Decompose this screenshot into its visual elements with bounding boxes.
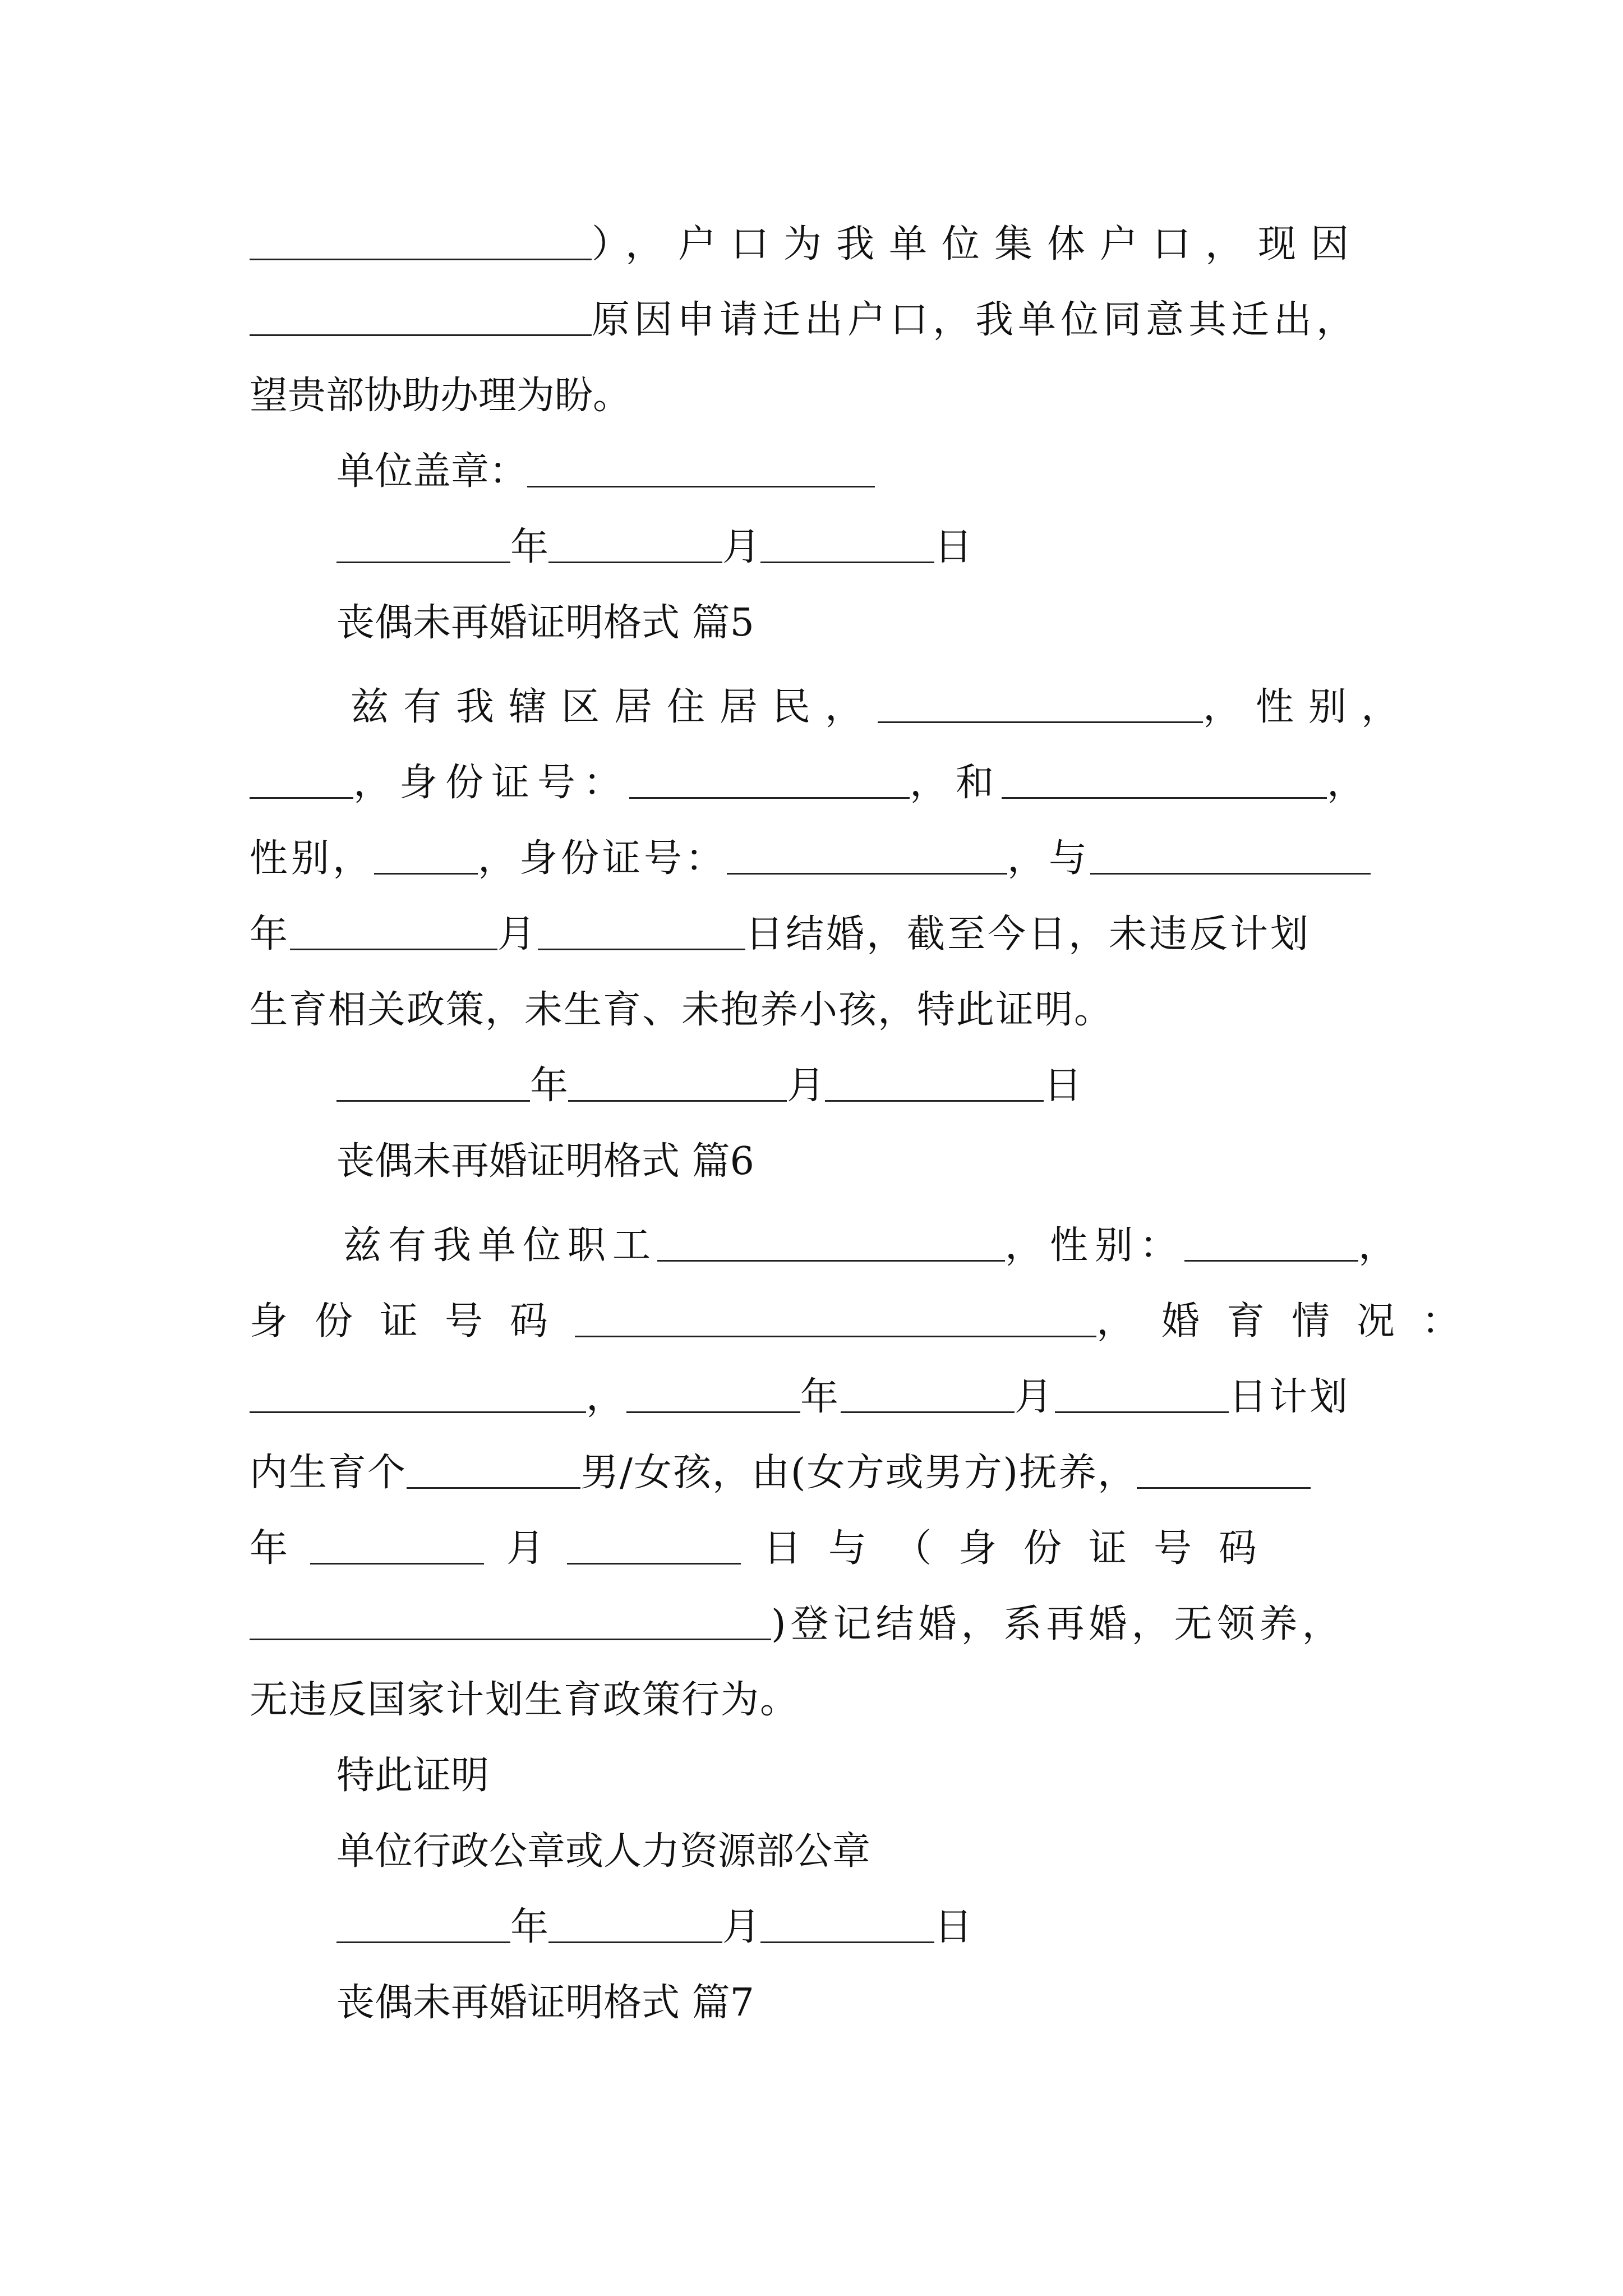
s6-line-2	[250, 1288, 1487, 1355]
s5-heading	[336, 590, 754, 657]
day-blank	[760, 528, 934, 563]
s5-line-3-c: ，与	[1007, 836, 1091, 881]
s6-line-5-a: 年	[250, 1526, 288, 1571]
s5-line-4-c: 日结婚，截至今日，未违反计划	[745, 912, 1311, 956]
gender-blank	[1184, 1226, 1358, 1262]
day-blank	[760, 1908, 934, 1943]
s4-date-line	[336, 514, 972, 581]
year-blank	[336, 1066, 530, 1102]
seal-label: 单位盖章：	[336, 449, 528, 494]
remarry-month-blank	[310, 1529, 484, 1565]
s6-line-1-a: 兹有我单位职工	[343, 1223, 658, 1268]
gender-blank-2	[374, 839, 478, 875]
s5-line-4	[250, 901, 1311, 968]
child-count-blank	[407, 1453, 580, 1489]
birth-day-blank	[1055, 1378, 1229, 1413]
section-heading-6: 丧偶未再婚证明格式 篇6	[336, 1139, 754, 1184]
s5-line-5	[250, 977, 1113, 1044]
day-blank	[825, 1066, 1044, 1102]
day-label: 日	[1044, 1064, 1082, 1108]
s6-line-3	[250, 1364, 1350, 1431]
employee-name-blank	[657, 1226, 1005, 1262]
year-blank	[336, 528, 510, 563]
year-blank	[336, 1908, 510, 1943]
s5-line-5-text: 生育相关政策，未生育、未抱养小孩，特此证明。	[250, 988, 1114, 1032]
s4-line-1-text: ），户口为我单位集体户口，现因	[592, 222, 1364, 266]
year-label: 年	[510, 525, 549, 569]
s6-line-1	[343, 1212, 1403, 1280]
s6-seal-line	[336, 1818, 870, 1885]
s6-line-5	[250, 1515, 1284, 1582]
month-blank	[568, 1066, 787, 1102]
year-label: 年	[530, 1064, 569, 1108]
s5-line-4-b: 月	[497, 912, 538, 956]
certify-text: 特此证明	[336, 1754, 490, 1798]
s5-line-1-a: 兹有我辖区居住居民，	[351, 685, 878, 729]
seal-blank	[527, 452, 875, 487]
marry-day-blank	[538, 915, 745, 950]
s5-line-2-b: ，和	[910, 761, 1002, 805]
s6-date-line	[336, 1894, 972, 1961]
marital-status-blank	[250, 1378, 586, 1413]
s5-line-2-c: ，	[1327, 761, 1373, 805]
s4-seal-line	[336, 438, 875, 505]
s5-date-line	[336, 1052, 1082, 1120]
year-label: 年	[510, 1905, 549, 1949]
s6-heading	[336, 1128, 754, 1195]
reason-blank-2	[250, 301, 592, 336]
month-blank	[548, 528, 722, 563]
s6-line-1-b: ，性别：	[1005, 1223, 1185, 1268]
s6-line-4	[250, 1439, 1311, 1507]
birth-year-blank	[626, 1378, 800, 1413]
section-heading-7: 丧偶未再婚证明格式 篇7	[336, 1981, 754, 2025]
s6-line-5-b: 月	[506, 1526, 545, 1571]
s6-line-2-b: ，婚育情况：	[1096, 1299, 1487, 1343]
s6-line-6-text: )登记结婚，系再婚，无领养，	[771, 1602, 1345, 1646]
s6-line-1-c: ，	[1358, 1223, 1404, 1268]
day-label: 日	[934, 1905, 973, 1949]
s6-line-3-c: 月	[1015, 1375, 1055, 1419]
s4-line-1	[250, 211, 1363, 278]
s5-line-2	[250, 749, 1373, 817]
s6-line-3-d: 日计划	[1229, 1375, 1350, 1419]
birth-month-blank	[841, 1378, 1015, 1413]
s6-line-3-a: ，	[586, 1375, 627, 1419]
gender-blank-1	[250, 763, 353, 799]
id-number-blank	[575, 1302, 1096, 1337]
s5-line-3	[250, 825, 1371, 892]
s6-line-3-b: 年	[800, 1375, 841, 1419]
s6-line-4-b: 男/女孩，由(女方或男方)抚养，	[580, 1451, 1137, 1495]
s5-line-1	[351, 674, 1414, 741]
marry-month-blank	[290, 915, 497, 950]
s7-heading	[336, 1970, 754, 2037]
s5-line-3-a: 性别，	[250, 836, 375, 881]
id-blank-1	[629, 763, 910, 799]
s5-line-4-a: 年	[250, 912, 291, 956]
seal-text: 单位行政公章或人力资源部公章	[336, 1829, 871, 1874]
month-blank	[548, 1908, 722, 1943]
remarry-day-blank	[567, 1529, 741, 1565]
resident-name-blank	[878, 688, 1203, 723]
s6-line-6	[250, 1591, 1345, 1658]
s4-line-2	[250, 287, 1359, 354]
s4-line-3	[250, 362, 631, 430]
reason-blank-1	[250, 225, 592, 260]
s5-line-2-a: ，身份证号：	[353, 761, 630, 805]
s4-line-2-text: 原因申请迁出户口，我单位同意其迁出，	[592, 298, 1359, 342]
marry-year-blank	[1090, 839, 1371, 875]
s6-line-5-c: 日与（身份证号码	[763, 1526, 1284, 1571]
s6-line-7-text: 无违反国家计划生育政策行为。	[250, 1678, 800, 1722]
spouse-id-blank	[250, 1605, 771, 1640]
remarry-year-blank	[1137, 1453, 1311, 1489]
s6-line-2-a: 身份证号码	[250, 1299, 575, 1343]
s6-cert-line	[336, 1742, 489, 1810]
s5-line-1-b: ，性别，	[1203, 685, 1414, 729]
s6-line-4-a: 内生育个	[250, 1451, 407, 1495]
s5-line-3-b: ，身份证号：	[478, 836, 727, 881]
month-label: 月	[722, 1905, 761, 1949]
spouse-name-blank	[1002, 763, 1327, 799]
section-heading-5: 丧偶未再婚证明格式 篇5	[336, 601, 754, 645]
id-blank-2	[727, 839, 1007, 875]
month-label: 月	[722, 525, 761, 569]
s6-line-7	[250, 1667, 799, 1734]
day-label: 日	[934, 525, 973, 569]
month-label: 月	[787, 1064, 826, 1108]
s4-line-3-text: 望贵部协助办理为盼。	[250, 374, 631, 418]
